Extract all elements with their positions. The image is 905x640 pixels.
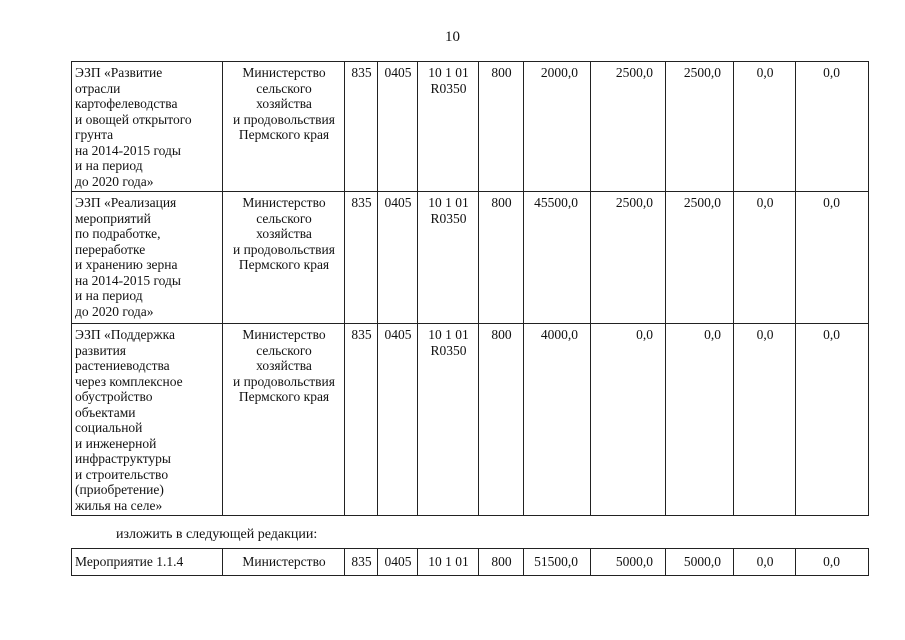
value-cell: 51500,0 xyxy=(524,549,591,576)
vr-cell: 800 xyxy=(479,549,524,576)
value-cell: 2500,0 xyxy=(666,62,734,192)
responsible-cell: Министерство сельского хозяйства и продовольствия Пермского края xyxy=(223,192,345,324)
responsible-cell: Министерство сельского хозяйства и продовольствия Пермского края xyxy=(223,324,345,516)
csr-cell: 10 1 01 R0350 xyxy=(418,324,479,516)
value-cell: 0,0 xyxy=(734,549,796,576)
responsible-cell: Министерство сельского хозяйства и продовольствия Пермского края xyxy=(223,62,345,192)
vr-cell: 800 xyxy=(479,62,524,192)
value-cell: 2500,0 xyxy=(666,192,734,324)
rz-cell: 0405 xyxy=(378,192,418,324)
grbs-cell: 835 xyxy=(345,549,378,576)
budget-table xyxy=(71,61,869,516)
rz-cell: 0405 xyxy=(378,549,418,576)
value-cell: 0,0 xyxy=(734,324,796,516)
value-cell: 5000,0 xyxy=(591,549,666,576)
value-cell: 0,0 xyxy=(796,549,869,576)
table-row xyxy=(72,62,869,192)
value-cell: 0,0 xyxy=(796,62,869,192)
value-cell: 0,0 xyxy=(734,192,796,324)
value-cell: 0,0 xyxy=(666,324,734,516)
value-cell: 5000,0 xyxy=(666,549,734,576)
value-cell: 4000,0 xyxy=(524,324,591,516)
table-row xyxy=(72,192,869,324)
value-cell: 0,0 xyxy=(796,192,869,324)
event-name-cell: ЭЗП «Развитие отрасли картофелеводства и овощей открытого грунта на 2014-2015 годы и на период до 2020 года» xyxy=(72,62,223,192)
value-cell: 0,0 xyxy=(796,324,869,516)
value-cell: 0,0 xyxy=(734,62,796,192)
event-name-cell: ЭЗП «Реализация мероприятий по подработке, переработке и хранению зерна на 2014-2015 годы и на период до 2020 года» xyxy=(72,192,223,324)
grbs-cell: 835 xyxy=(345,62,378,192)
new-edition-table xyxy=(71,548,869,576)
value-cell: 2500,0 xyxy=(591,62,666,192)
vr-cell: 800 xyxy=(479,324,524,516)
responsible-cell: Министерство xyxy=(223,549,345,576)
grbs-cell: 835 xyxy=(345,192,378,324)
event-name-cell: Мероприятие 1.1.4 xyxy=(72,549,223,576)
csr-cell: 10 1 01 xyxy=(418,549,479,576)
rz-cell: 0405 xyxy=(378,324,418,516)
value-cell: 0,0 xyxy=(591,324,666,516)
table-row xyxy=(72,549,869,576)
vr-cell: 800 xyxy=(479,192,524,324)
value-cell: 2500,0 xyxy=(591,192,666,324)
value-cell: 2000,0 xyxy=(524,62,591,192)
value-cell: 45500,0 xyxy=(524,192,591,324)
table-row xyxy=(72,324,869,516)
grbs-cell: 835 xyxy=(345,324,378,516)
rz-cell: 0405 xyxy=(378,62,418,192)
csr-cell: 10 1 01 R0350 xyxy=(418,62,479,192)
page-number: 10 xyxy=(445,29,460,45)
amendment-caption: изложить в следующей редакции: xyxy=(116,527,318,542)
event-name-cell: ЭЗП «Поддержка развития растениеводства через комплексное обустройство объектами социальной и инженерной инфраструктуры и строительство (приобретение) жилья на селе» xyxy=(72,324,223,516)
csr-cell: 10 1 01 R0350 xyxy=(418,192,479,324)
